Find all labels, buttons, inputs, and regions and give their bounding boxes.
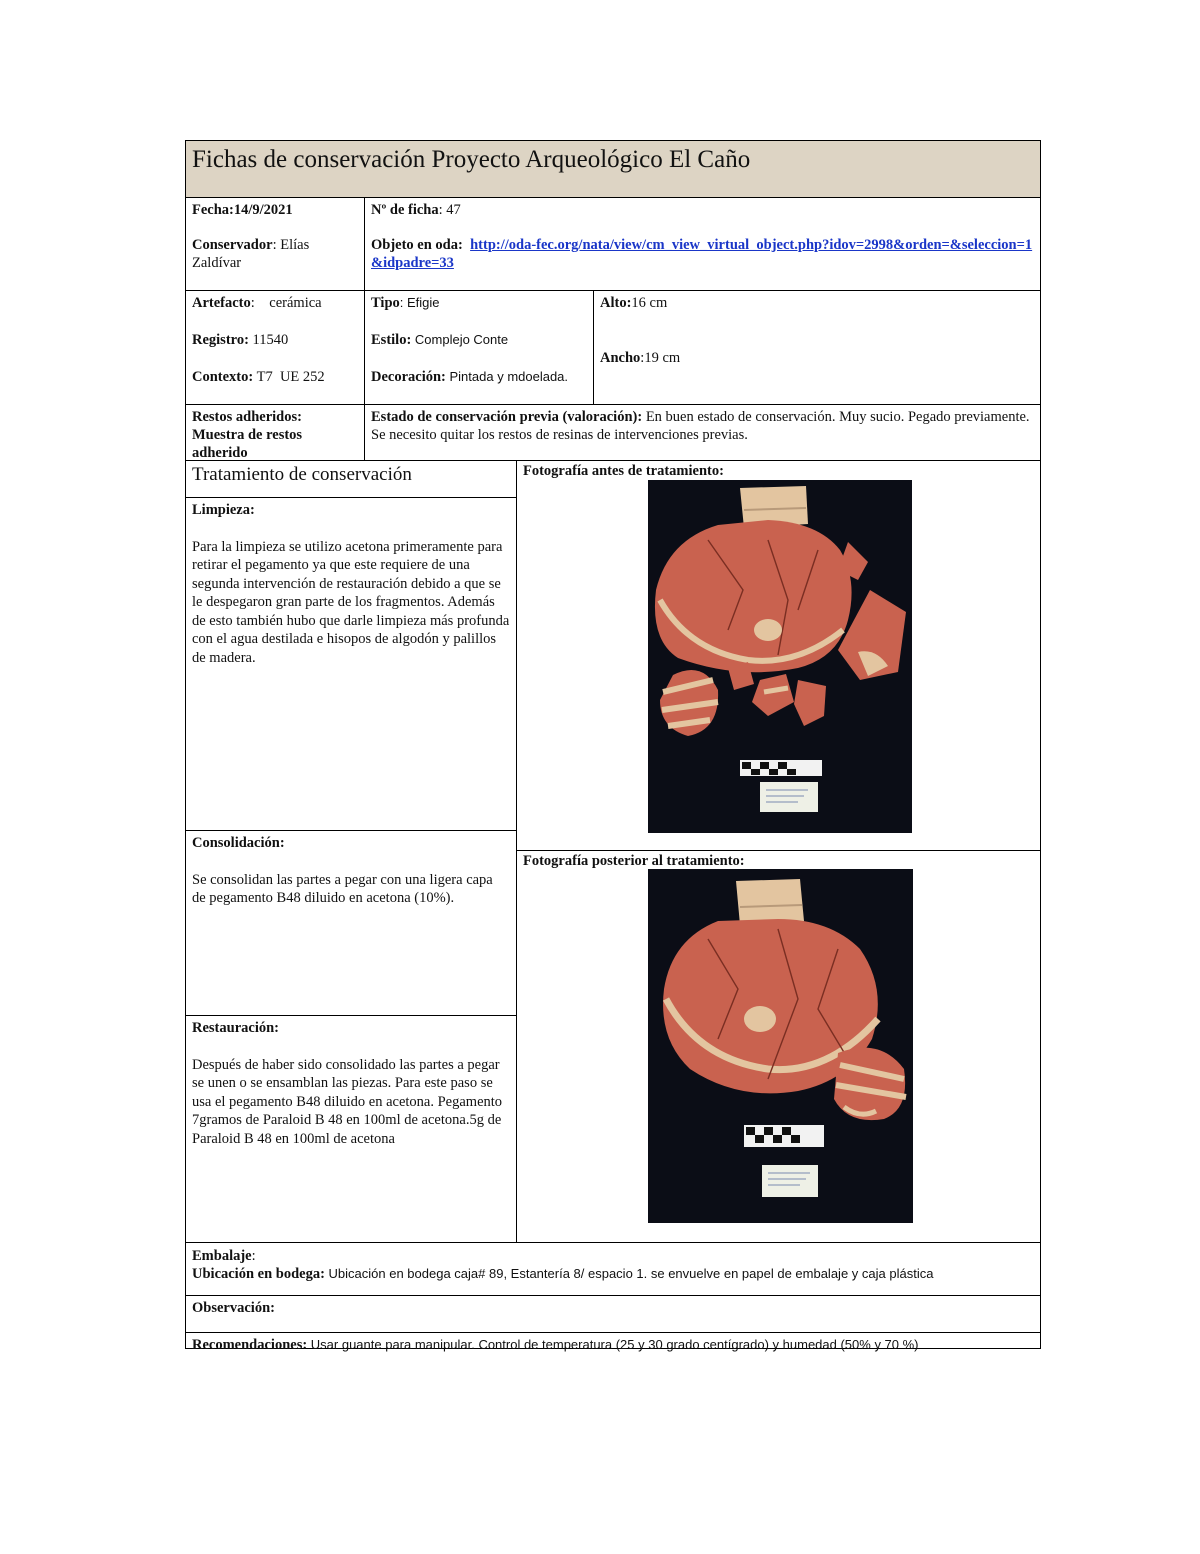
estado-cell	[364, 405, 1040, 460]
limpieza-text: Para la limpieza se utilizo acetona primeramente para retirar el pegamento ya que este requiere de una segunda intervención de restauración debido a que se le despegaron gran parte de los fragmentos. Además de esto también hubo que darle limpieza más profunda con el agua destilada e hisopos de algodón y palillos de madera.	[192, 538, 510, 666]
muestra-label: Muestra de restos adherido	[192, 427, 303, 461]
tipo-cell	[364, 291, 593, 404]
fecha-value: 14/9/2021	[233, 202, 293, 218]
consolidacion-cell	[186, 831, 516, 1016]
restos-label: Restos adheridos:	[192, 409, 302, 425]
observacion-cell	[186, 1296, 1040, 1332]
observacion-row	[186, 1296, 1040, 1333]
ficha-label: Nº de ficha	[371, 202, 439, 218]
recomendaciones-value: Usar guante para manipular. Control de temperatura (25 y 30 grado centígrado) y humedad (50% y 70 %)	[307, 1337, 919, 1352]
limpieza-label: Limpieza:	[192, 502, 255, 518]
photo-after-treatment	[648, 869, 913, 1223]
artefacto-label: Artefacto	[192, 295, 251, 311]
observacion-label: Observación:	[192, 1300, 275, 1316]
objeto-label: Objeto en oda:	[371, 237, 463, 253]
artefacto-value: : cerámica	[250, 295, 322, 311]
conservador-value: : Elías Zaldívar	[192, 237, 310, 271]
ubicacion-label: Ubicación en bodega:	[192, 1266, 325, 1282]
recomendaciones-label: Recomendaciones:	[192, 1337, 308, 1353]
conservador-label: Conservador	[192, 237, 273, 253]
estado-label: Estado de conservación previa (valoración):	[371, 409, 643, 425]
ficha-cell	[364, 198, 1040, 290]
ficha-value: : 47	[438, 202, 461, 218]
tipo-label: Tipo	[371, 295, 400, 311]
alto-label: Alto:	[600, 295, 632, 311]
page-title: Fichas de conservación Proyecto Arqueológico El Caño	[192, 146, 751, 173]
restauracion-text: Después de haber sido consolidado las partes a pegar se unen o se ensamblan las piezas. Para este paso se usa el pegamento B48 diluido en acetona. Pegamento 7gramos de Paraloid B 48 en 100ml de acetona.5g de Paraloid B 48 en 100ml de acetona	[192, 1056, 503, 1147]
foto-antes-label: Fotografía antes de tratamiento:	[523, 463, 724, 479]
condition-row	[186, 405, 1040, 461]
alto-value: 16 cm	[631, 295, 668, 311]
consolidacion-text: Se consolidan las partes a pegar con una ligera capa de pegamento B48 diluido en acetona (10%).	[192, 871, 493, 906]
artifact-row	[186, 291, 1040, 405]
ancho-value: :19 cm	[640, 350, 681, 366]
treatment-heading: Tratamiento de conservación	[192, 464, 412, 485]
photo-before-treatment	[648, 480, 912, 833]
estado-value: En buen estado de conservación. Muy sucio. Pegado previamente. Se necesito quitar los restos de resinas de intervenciones previas.	[371, 409, 1030, 443]
estilo-value: Complejo Conte	[411, 332, 509, 347]
tipo-value: : Efigie	[399, 295, 440, 310]
dimensions-cell	[593, 291, 1040, 404]
contexto-label: Contexto:	[192, 369, 254, 385]
fecha-cell	[186, 198, 364, 290]
embalaje-row	[186, 1242, 1040, 1296]
objeto-link[interactable]: http://oda-fec.org/nata/view/cm_view_virtual_object.php?idov=2998&orden=&seleccion=1&idpadre=33	[371, 237, 1033, 271]
restauracion-cell	[186, 1016, 516, 1242]
registro-value: 11540	[248, 332, 289, 348]
embalaje-label: Embalaje	[192, 1248, 252, 1264]
broken-vessel-image	[648, 480, 912, 833]
restauracion-label: Restauración:	[192, 1020, 279, 1036]
ancho-label: Ancho	[600, 350, 641, 366]
artefacto-cell	[186, 291, 364, 404]
recomendaciones-cell	[186, 1333, 1040, 1383]
restored-vessel-image	[648, 869, 913, 1223]
restos-cell	[186, 405, 364, 460]
conservation-sheet	[185, 140, 1041, 1353]
consolidacion-label: Consolidación:	[192, 835, 285, 851]
decoracion-value: Pintada y mdoelada.	[445, 369, 569, 384]
recomendaciones-row	[186, 1333, 1040, 1383]
contexto-value: T7 UE 252	[253, 369, 325, 385]
treatment-heading-cell	[186, 461, 516, 498]
foto-despues-label: Fotografía posterior al tratamiento:	[523, 853, 745, 869]
estilo-label: Estilo:	[371, 332, 412, 348]
header-row	[186, 198, 1040, 291]
title-band	[186, 141, 1040, 198]
limpieza-cell	[186, 498, 516, 831]
decoracion-label: Decoración:	[371, 369, 446, 385]
ubicacion-value: Ubicación en bodega caja# 89, Estantería 8/ espacio 1. se envuelve en papel de embalaje y caja plástica	[324, 1266, 934, 1281]
embalaje-cell	[186, 1243, 1040, 1295]
embalaje-colon: :	[251, 1248, 256, 1264]
registro-label: Registro:	[192, 332, 249, 348]
fecha-label: Fecha:	[192, 202, 234, 218]
